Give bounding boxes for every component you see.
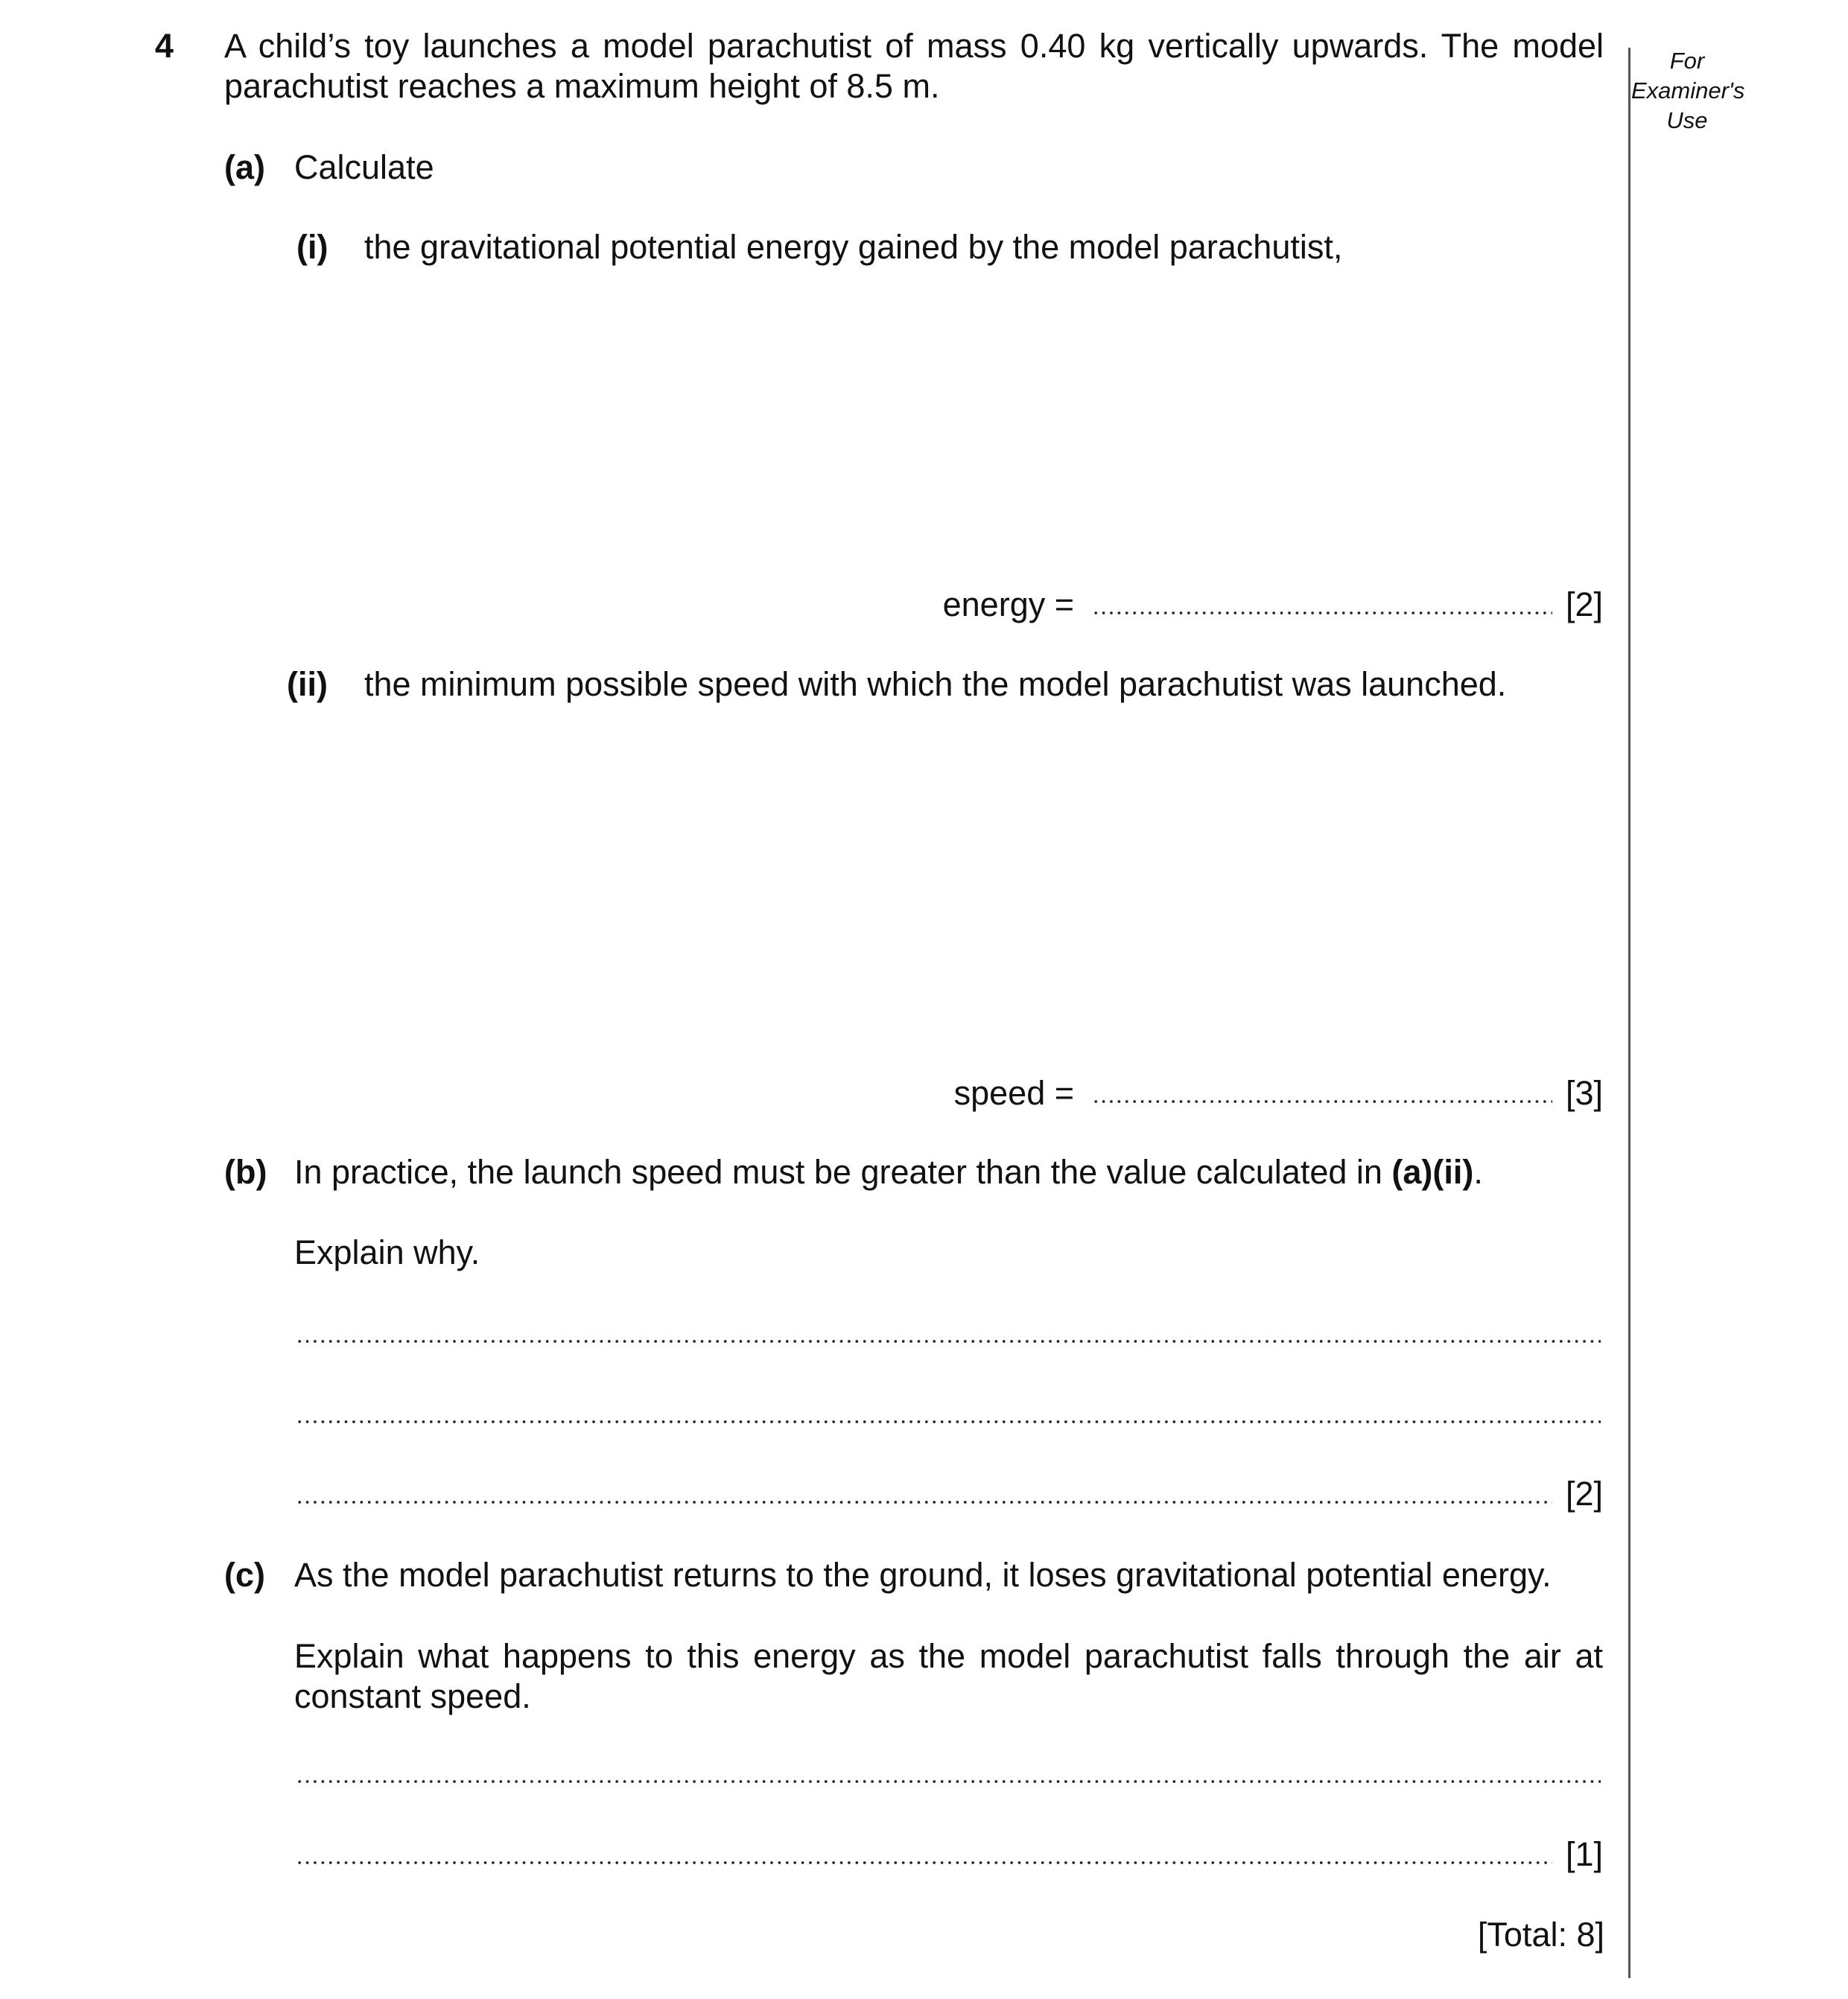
speed-answer-label: speed = — [953, 1074, 1074, 1112]
part-a-i-label: (i) — [296, 228, 328, 266]
examiner-margin-line — [1628, 48, 1631, 1978]
question-number: 4 — [155, 27, 174, 65]
part-a-label: (a) — [224, 148, 265, 186]
part-a-i-marks: [2] — [1566, 585, 1604, 623]
question-stem: A child’s toy launches a model parachutist of mass 0.40 kg vertically upwards. The model parachutist reaches a maximum height of 8.5 m. — [224, 27, 1604, 105]
part-a-ii-label: (ii) — [287, 665, 328, 703]
part-a-i-text: the gravitational potential energy gained by the model parachutist, — [364, 228, 1343, 266]
speed-answer-line[interactable] — [1092, 1099, 1552, 1104]
part-c-prompt: Explain what happens to this energy as the model parachutist falls through the air at constant speed. — [294, 1637, 1603, 1715]
part-c-marks: [1] — [1566, 1835, 1604, 1873]
part-b-text: In practice, the launch speed must be greater than the value calculated in (a)(ii). — [294, 1153, 1483, 1191]
energy-answer-line[interactable] — [1092, 611, 1552, 615]
part-c-answer-line-1[interactable] — [296, 1779, 1601, 1784]
part-c-text: As the model parachutist returns to the ground, it loses gravitational potential energy. — [294, 1556, 1552, 1594]
part-b-marks: [2] — [1566, 1475, 1604, 1513]
part-c-label: (c) — [224, 1556, 265, 1594]
part-b-answer-line-1[interactable] — [296, 1339, 1601, 1344]
part-b-answer-line-3[interactable] — [296, 1500, 1552, 1504]
energy-answer-label: energy = — [942, 585, 1074, 623]
part-a-ii-marks: [3] — [1566, 1074, 1604, 1112]
total-marks: [Total: 8] — [1477, 1916, 1604, 1954]
part-a-ii-text: the minimum possible speed with which the model parachutist was launched. — [364, 665, 1507, 703]
part-a-text: Calculate — [294, 148, 434, 186]
part-c-answer-line-2[interactable] — [296, 1860, 1552, 1865]
part-b-answer-line-2[interactable] — [296, 1420, 1601, 1424]
part-b-reference: (a)(ii) — [1391, 1153, 1474, 1191]
part-b-prompt: Explain why. — [294, 1233, 480, 1271]
part-b-label: (b) — [224, 1153, 267, 1191]
examiner-use-label: For Examiner's Use — [1631, 48, 1745, 133]
